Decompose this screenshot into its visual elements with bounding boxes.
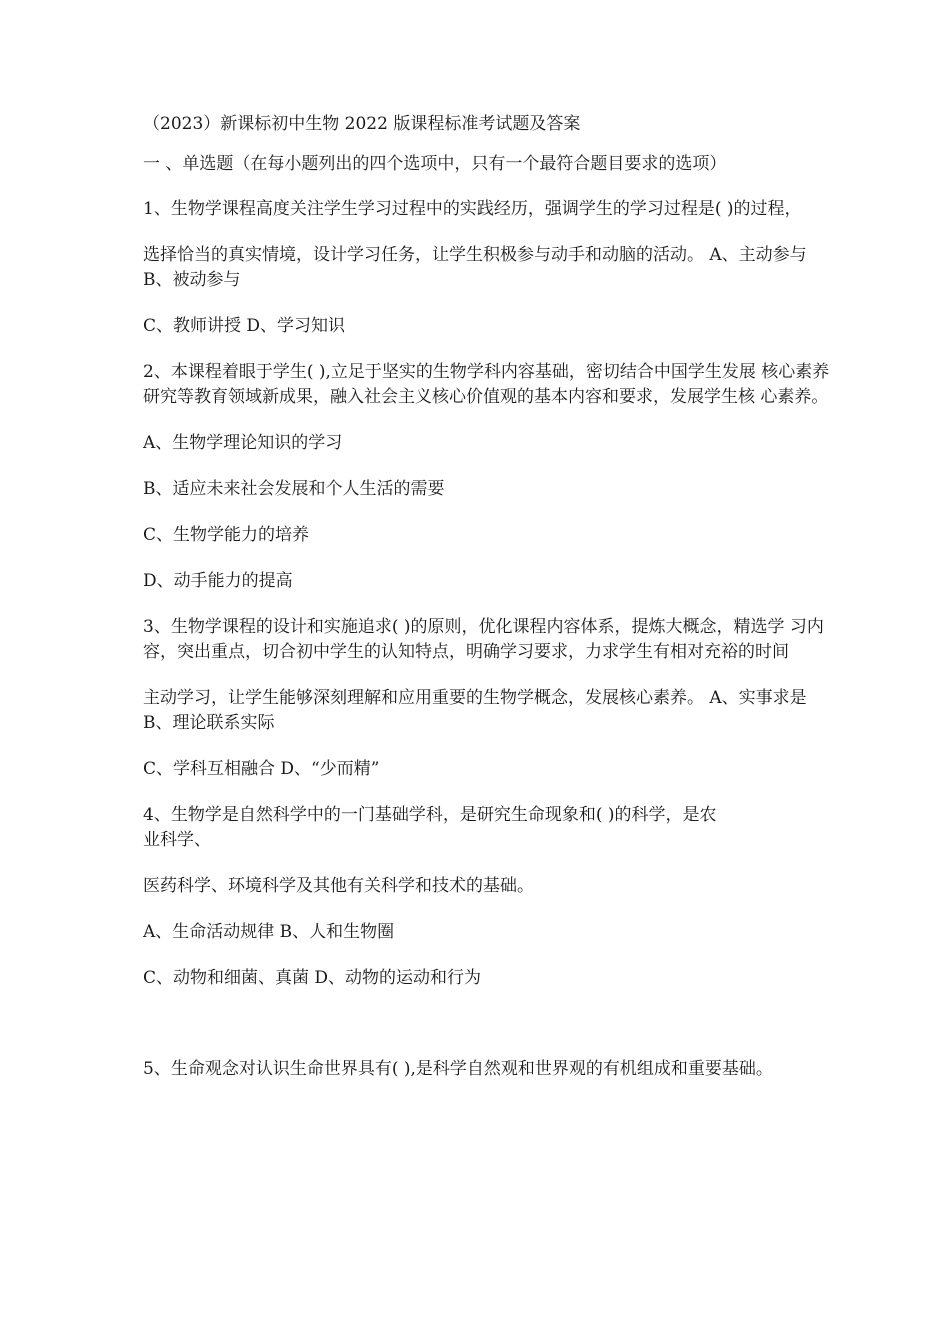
question-1-context: 选择恰当的真实情境，设计学习任务，让学生积极参与动手和动脑的活动。 A、主动参与 B、被动参与 bbox=[143, 245, 813, 290]
question-5-stem: 5、生命观念对认识生命世界具有( ),是科学自然观和世界观的有机组成和重要基础。 bbox=[143, 1059, 773, 1079]
question-1-stem: 1、生物学课程高度关注学生学习过程中的实践经历，强调学生的学习过程是( )的过程， bbox=[143, 199, 802, 219]
question-3-stem: 3、生物学课程的设计和实施追求( )的原则，优化课程内容体系，提炼大概念，精选学 习内容，突出重点，切合初中学生的认知特点，明确学习要求，力求学生有相对充裕的时间 bbox=[143, 617, 824, 662]
question-4-options-ab: A、生命活动规律 B、人和生物圈 bbox=[143, 922, 395, 942]
question-2-option-c: C、生物学能力的培养 bbox=[143, 525, 310, 545]
question-2-option-b: B、适应未来社会发展和个人生活的需要 bbox=[143, 479, 445, 499]
question-2-option-d: D、动手能力的提高 bbox=[143, 571, 293, 591]
question-4-stem: 4、生物学是自然科学中的一门基础学科，是研究生命现象和( )的科学，是农 业科学、 bbox=[143, 805, 717, 850]
question-4-options-cd: C、动物和细菌、真菌 D、动物的运动和行为 bbox=[143, 968, 482, 988]
question-2-stem: 2、本课程着眼于学生( ),立足于坚实的生物学科内容基础，密切结合中国学生发展 核心素养研究等教育领域新成果，融入社会主义核心价值观的基本内容和要求，发展学生核 心素养。 bbox=[143, 362, 830, 407]
question-1-options: C、教师讲授 D、学习知识 bbox=[143, 316, 346, 336]
question-2-option-a: A、生物学理论知识的学习 bbox=[143, 433, 343, 453]
document-title: （2023）新课标初中生物 2022 版课程标准考试题及答案 bbox=[143, 114, 581, 134]
section-heading: 一 、单选题（在每小题列出的四个选项中，只有一个最符合题目要求的选项） bbox=[143, 154, 727, 174]
document-page bbox=[143, 112, 833, 1082]
question-3-context: 主动学习，让学生能够深刻理解和应用重要的生物学概念，发展核心素养。 A、实事求是 B、理论联系实际 bbox=[143, 688, 813, 733]
question-3-options: C、学科互相融合 D、“少而精” bbox=[143, 759, 380, 779]
question-4-context: 医药科学、环境科学及其他有关科学和技术的基础。 bbox=[143, 876, 534, 896]
